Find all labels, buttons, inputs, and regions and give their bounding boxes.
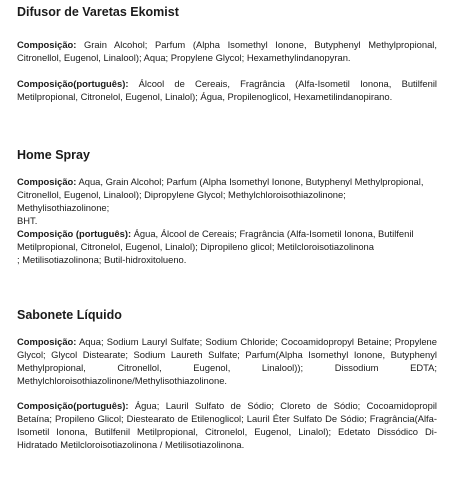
composition-pt-paragraph <box>17 399 437 451</box>
composition-label: Composição: <box>17 336 77 347</box>
composition-paragraph <box>17 38 437 64</box>
composition-pt-text: Água, Álcool de Cereais; Fragrância (Alfa-Isometil Ionona, Butilfenil Metilpropional, Citronelol, Eugenol, Linalol); Dipropileno glicol; Metilcloroisotiazolinona <box>17 228 414 252</box>
section-sabonete <box>17 308 437 451</box>
composition-pt-label: Composição(português): <box>17 78 129 89</box>
composition-pt-paragraph <box>17 227 437 253</box>
section-title: Sabonete Líquido <box>17 308 122 322</box>
section-title: Difusor de Varetas Ekomist <box>17 5 179 19</box>
composition-text: Grain Alcohol; Parfum (Alpha Isomethyl Ionone, Butyphenyl Methylpropional, Citronellol, Eugenol, Linalool); Aqua; Propylene Glycol; Hexamethylindanopyran. <box>17 39 437 63</box>
composition-pt-text: Álcool de Cereais, Fragrância (Alfa-Isometil Ionona, Butilfenil Metilpropional, Citronelol, Eugenol, Linalol); Água, Propilenoglicol, Hexametilindanopirano. <box>17 78 437 102</box>
composition-text: Aqua; Sodium Lauryl Sulfate; Sodium Chloride; Cocoamidopropyl Betaine; Propylene Glycol; Glycol Distearate; Sodium Laureth Sulfate; Parfum(Alpha Isomethyl Ionone, Butyphenyl Methylpropional, Citronellol, Eugenol, Linalool)); Dissodium EDTA; Methylchloroisothiazolinone/Methylisothiazolinone. <box>17 336 437 386</box>
composition-pt-paragraph <box>17 77 437 103</box>
composition-pt-extra: ; Metilisotiazolinona; Butil-hidroxitolueno. <box>17 254 187 265</box>
section-home-spray <box>17 148 437 266</box>
composition-extra: BHT. <box>17 215 38 226</box>
composition-pt-text: Água; Lauril Sulfato de Sódio; Cloreto de Sódio; Cocoamidopropil Betaína; Propileno Glicol; Diestearato de Etilenoglicol; Lauril Éter Sulfato De Sódio; Fragrância(Alfa-Isometil Ionona, Butilfenil Metilpropional, Citronelol, Eugenol, Linalol); Edetato Dissódico Di-Hidratado Metilcloroisotiazolinona / Metilisotiazolinona. <box>17 400 437 450</box>
composition-text: Aqua, Grain Alcohol; Parfum (Alpha Isomethyl Ionone, Butyphenyl Methylpropional, Citronellol, Eugenol, Linalool); Dipropylene Glycol; Methylchloroisothiazolinone; Methylisothiazolinone; <box>17 176 424 213</box>
composition-paragraph <box>17 175 437 214</box>
composition-pt-label: Composição(português): <box>17 400 129 411</box>
composition-label: Composição: <box>17 39 77 50</box>
composition-label: Composição: <box>17 176 77 187</box>
section-difusor <box>17 5 437 103</box>
composition-pt-label: Composição (português): <box>17 228 132 239</box>
section-title: Home Spray <box>17 148 90 162</box>
composition-paragraph <box>17 335 437 387</box>
